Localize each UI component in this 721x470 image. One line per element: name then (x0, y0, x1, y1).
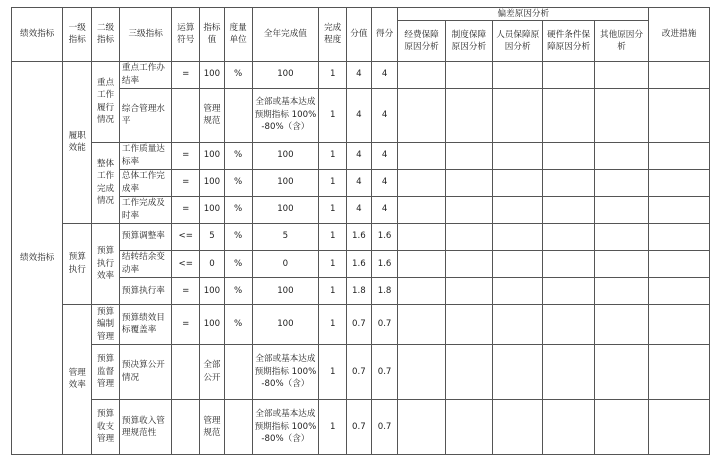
score-value-cell: 1.6 (347, 223, 372, 250)
operator-cell: = (172, 196, 200, 223)
level3-indicator-cell: 预算执行率 (119, 277, 171, 304)
improvement-cell (649, 277, 710, 304)
table-row (12, 142, 710, 169)
score-value-cell: 4 (347, 196, 372, 223)
hardware-analysis-cell (543, 169, 594, 196)
header-other-analysis: 其他原因分析 (594, 21, 648, 61)
annual-actual-cell: 5 (252, 223, 319, 250)
target-value-cell: 100 (200, 61, 225, 88)
score-value-cell: 1.6 (347, 250, 372, 277)
personnel-analysis-cell (493, 344, 543, 399)
level3-indicator-cell: 结转结余变动率 (119, 250, 171, 277)
target-value-cell: 100 (200, 142, 225, 169)
performance-table (11, 7, 710, 455)
target-value-cell: 100 (200, 277, 225, 304)
score-value-cell: 0.7 (347, 344, 372, 399)
completion-degree-cell: 1 (319, 277, 347, 304)
annual-actual-cell: 100 (252, 142, 319, 169)
target-value-cell: 全部公开 (200, 344, 225, 399)
level3-indicator-cell: 总体工作完成率 (119, 169, 171, 196)
funding-analysis-cell (398, 344, 445, 399)
other-analysis-cell (594, 61, 648, 88)
unit-cell: % (224, 250, 252, 277)
personnel-analysis-cell (493, 196, 543, 223)
institution-analysis-cell (445, 169, 492, 196)
operator-cell: = (172, 169, 200, 196)
other-analysis-cell (594, 304, 648, 344)
score-cell: 0.7 (371, 399, 398, 454)
improvement-cell (649, 169, 710, 196)
unit-cell (224, 344, 252, 399)
score-cell: 1.6 (371, 223, 398, 250)
score-value-cell: 1.8 (347, 277, 372, 304)
completion-degree-cell: 1 (319, 304, 347, 344)
hardware-analysis-cell (543, 250, 594, 277)
institution-analysis-cell (445, 250, 492, 277)
score-cell: 0.7 (371, 304, 398, 344)
funding-analysis-cell (398, 250, 445, 277)
annual-actual-cell: 100 (252, 61, 319, 88)
hardware-analysis-cell (543, 344, 594, 399)
completion-degree-cell: 1 (319, 344, 347, 399)
completion-degree-cell: 1 (319, 196, 347, 223)
header-target-value: 指标值 (200, 8, 225, 62)
hardware-analysis-cell (543, 88, 594, 142)
score-value-cell: 0.7 (347, 304, 372, 344)
level2-indicator-cell: 预算编制管理 (92, 304, 120, 344)
unit-cell: % (224, 61, 252, 88)
improvement-cell (649, 88, 710, 142)
score-cell: 1.6 (371, 250, 398, 277)
funding-analysis-cell (398, 304, 445, 344)
target-value-cell: 100 (200, 169, 225, 196)
operator-cell: = (172, 61, 200, 88)
annual-actual-cell: 全部或基本达成预期指标 100%-80%（含） (252, 344, 319, 399)
header-level2: 二级指标 (92, 8, 120, 62)
funding-analysis-cell (398, 223, 445, 250)
hardware-analysis-cell (543, 61, 594, 88)
table-row (12, 344, 710, 399)
hardware-analysis-cell (543, 277, 594, 304)
level2-indicator-cell: 重点工作履行情况 (92, 61, 120, 142)
target-value-cell: 0 (200, 250, 225, 277)
completion-degree-cell: 1 (319, 88, 347, 142)
unit-cell: % (224, 304, 252, 344)
hardware-analysis-cell (543, 196, 594, 223)
operator-cell (172, 88, 200, 142)
table-row (12, 61, 710, 88)
header-score-value: 分值 (347, 8, 372, 62)
unit-cell: % (224, 277, 252, 304)
funding-analysis-cell (398, 169, 445, 196)
other-analysis-cell (594, 142, 648, 169)
annual-actual-cell: 100 (252, 196, 319, 223)
score-value-cell: 4 (347, 88, 372, 142)
improvement-cell (649, 344, 710, 399)
annual-actual-cell: 0 (252, 250, 319, 277)
improvement-cell (649, 250, 710, 277)
improvement-cell (649, 223, 710, 250)
completion-degree-cell: 1 (319, 169, 347, 196)
annual-actual-cell: 100 (252, 304, 319, 344)
hardware-analysis-cell (543, 304, 594, 344)
personnel-analysis-cell (493, 250, 543, 277)
level2-indicator-cell: 预算执行效率 (92, 223, 120, 304)
score-value-cell: 4 (347, 169, 372, 196)
unit-cell: % (224, 223, 252, 250)
target-value-cell: 5 (200, 223, 225, 250)
completion-degree-cell: 1 (319, 399, 347, 454)
institution-analysis-cell (445, 61, 492, 88)
root-indicator-cell: 绩效指标 (12, 61, 63, 454)
operator-cell: <= (172, 223, 200, 250)
score-value-cell: 0.7 (347, 399, 372, 454)
header-improvement: 改进措施 (649, 8, 710, 62)
header-hardware-analysis: 硬件条件保障原因分析 (543, 21, 594, 61)
unit-cell: % (224, 142, 252, 169)
operator-cell: = (172, 277, 200, 304)
completion-degree-cell: 1 (319, 250, 347, 277)
hardware-analysis-cell (543, 223, 594, 250)
personnel-analysis-cell (493, 169, 543, 196)
other-analysis-cell (594, 88, 648, 142)
unit-cell: % (224, 196, 252, 223)
header-unit: 度量单位 (224, 8, 252, 62)
score-value-cell: 4 (347, 142, 372, 169)
funding-analysis-cell (398, 142, 445, 169)
funding-analysis-cell (398, 399, 445, 454)
personnel-analysis-cell (493, 61, 543, 88)
annual-actual-cell: 全部或基本达成预期指标 100%-80%（含） (252, 399, 319, 454)
unit-cell: % (224, 169, 252, 196)
operator-cell (172, 399, 200, 454)
operator-cell (172, 344, 200, 399)
annual-actual-cell: 全部或基本达成预期指标 100%-80%（含） (252, 88, 319, 142)
header-annual-actual: 全年完成值 (252, 8, 319, 62)
unit-cell (224, 399, 252, 454)
annual-actual-cell: 100 (252, 277, 319, 304)
funding-analysis-cell (398, 88, 445, 142)
funding-analysis-cell (398, 277, 445, 304)
institution-analysis-cell (445, 399, 492, 454)
score-value-cell: 4 (347, 61, 372, 88)
level1-indicator-cell: 履职效能 (63, 61, 92, 223)
institution-analysis-cell (445, 142, 492, 169)
score-cell: 1.8 (371, 277, 398, 304)
hardware-analysis-cell (543, 399, 594, 454)
level3-indicator-cell: 预算调整率 (119, 223, 171, 250)
funding-analysis-cell (398, 61, 445, 88)
personnel-analysis-cell (493, 88, 543, 142)
other-analysis-cell (594, 223, 648, 250)
operator-cell: <= (172, 250, 200, 277)
improvement-cell (649, 61, 710, 88)
level3-indicator-cell: 预算收入管理规范性 (119, 399, 171, 454)
personnel-analysis-cell (493, 142, 543, 169)
improvement-cell (649, 399, 710, 454)
level3-indicator-cell: 预算绩效目标覆盖率 (119, 304, 171, 344)
improvement-cell (649, 142, 710, 169)
improvement-cell (649, 196, 710, 223)
header-completion-degree: 完成程度 (319, 8, 347, 62)
level3-indicator-cell: 预决算公开情况 (119, 344, 171, 399)
institution-analysis-cell (445, 304, 492, 344)
funding-analysis-cell (398, 196, 445, 223)
level3-indicator-cell: 工作质量达标率 (119, 142, 171, 169)
header-level1: 一级指标 (63, 8, 92, 62)
institution-analysis-cell (445, 196, 492, 223)
level2-indicator-cell: 预算监督管理 (92, 344, 120, 399)
table-row (12, 223, 710, 250)
completion-degree-cell: 1 (319, 61, 347, 88)
operator-cell: = (172, 142, 200, 169)
hardware-analysis-cell (543, 142, 594, 169)
score-cell: 0.7 (371, 344, 398, 399)
score-cell: 4 (371, 142, 398, 169)
table-row (12, 304, 710, 344)
other-analysis-cell (594, 399, 648, 454)
improvement-cell (649, 304, 710, 344)
header-personnel-analysis: 人员保障原因分析 (493, 21, 543, 61)
score-cell: 4 (371, 61, 398, 88)
institution-analysis-cell (445, 344, 492, 399)
operator-cell: = (172, 304, 200, 344)
other-analysis-cell (594, 169, 648, 196)
target-value-cell: 100 (200, 304, 225, 344)
level3-indicator-cell: 综合管理水平 (119, 88, 171, 142)
header-deviation-analysis: 偏差原因分析 (398, 8, 649, 21)
header-level3: 三级指标 (119, 8, 171, 62)
header-score: 得分 (371, 8, 398, 62)
institution-analysis-cell (445, 277, 492, 304)
institution-analysis-cell (445, 88, 492, 142)
target-value-cell: 100 (200, 196, 225, 223)
score-cell: 4 (371, 169, 398, 196)
score-cell: 4 (371, 196, 398, 223)
level2-indicator-cell: 整体工作完成情况 (92, 142, 120, 223)
level2-indicator-cell: 预算收支管理 (92, 399, 120, 454)
annual-actual-cell: 100 (252, 169, 319, 196)
score-cell: 4 (371, 88, 398, 142)
target-value-cell: 管理规范 (200, 88, 225, 142)
other-analysis-cell (594, 277, 648, 304)
personnel-analysis-cell (493, 223, 543, 250)
unit-cell (224, 88, 252, 142)
personnel-analysis-cell (493, 304, 543, 344)
header-operator: 运算符号 (172, 8, 200, 62)
institution-analysis-cell (445, 223, 492, 250)
header-funding-analysis: 经费保障原因分析 (398, 21, 445, 61)
level1-indicator-cell: 管理效率 (63, 304, 92, 454)
personnel-analysis-cell (493, 399, 543, 454)
other-analysis-cell (594, 250, 648, 277)
completion-degree-cell: 1 (319, 223, 347, 250)
header-performance-indicator: 绩效指标 (12, 8, 63, 62)
target-value-cell: 管理规范 (200, 399, 225, 454)
level1-indicator-cell: 预算执行 (63, 223, 92, 304)
completion-degree-cell: 1 (319, 142, 347, 169)
other-analysis-cell (594, 344, 648, 399)
level3-indicator-cell: 重点工作办结率 (119, 61, 171, 88)
level3-indicator-cell: 工作完成及时率 (119, 196, 171, 223)
personnel-analysis-cell (493, 277, 543, 304)
table-row (12, 399, 710, 454)
other-analysis-cell (594, 196, 648, 223)
header-institution-analysis: 制度保障原因分析 (445, 21, 492, 61)
